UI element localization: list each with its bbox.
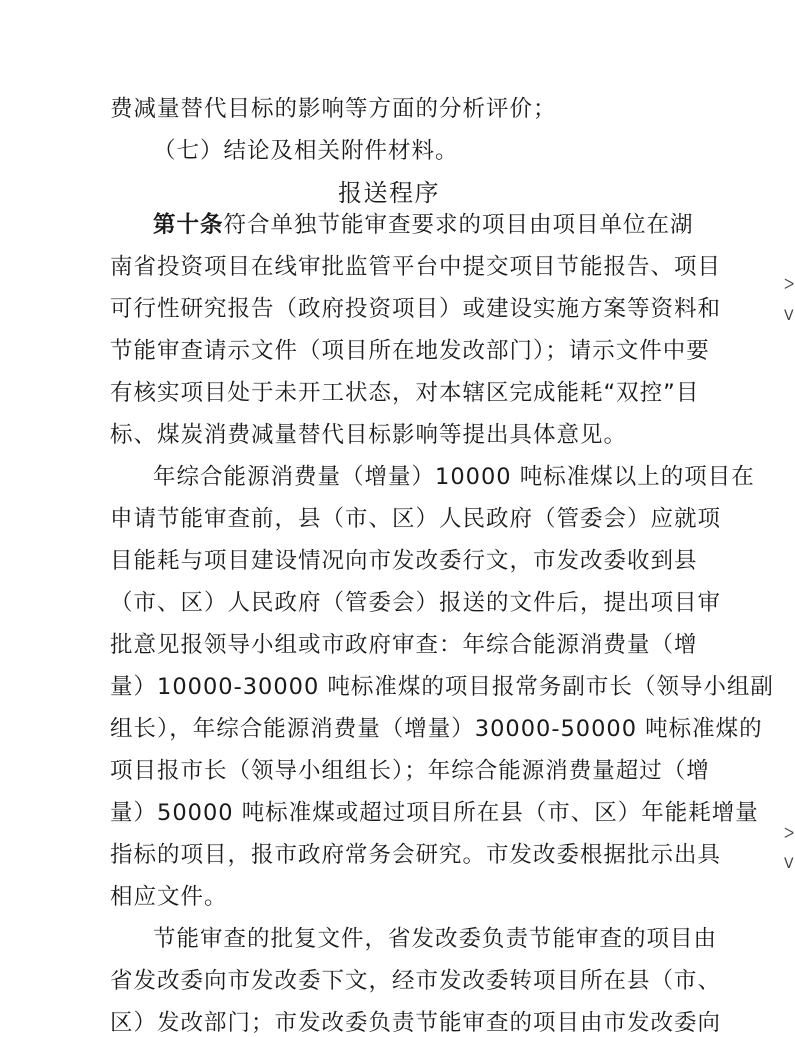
text-line-1: 费减量替代目标的影响等方面的分析评价； (110, 96, 557, 122)
text-line-18: 量）50000 吨标准煤或超过项目所在县（市、区）年能耗增量 (110, 800, 759, 826)
text-line-21: 节能审查的批复文件，省发改委负责节能审查的项目由 (153, 926, 718, 952)
margin-mark: ᐯ (784, 308, 794, 324)
article-text: 符合单独节能审查要求的项目由项目单位在湖 (223, 212, 694, 238)
text-line-13: （市、区）人民政府（管委会）报送的文件后，提出项目审 (110, 590, 722, 616)
text-line-23: 区）发改部门；市发改委负责节能审查的项目由市发改委向 (110, 1010, 722, 1036)
margin-mark: ᐯ (784, 856, 794, 872)
section-heading: 报送程序 (338, 179, 440, 207)
margin-mark: ᐳ (784, 277, 795, 293)
text-line-17: 项目报市长（领导小组组长）；年综合能源消费量超过（增 (110, 758, 710, 784)
article-number: 第十条 (153, 212, 224, 238)
text-line-16: 组长），年综合能源消费量（增量）30000-50000 吨标准煤的 (110, 716, 763, 742)
text-line-20: 相应文件。 (110, 884, 228, 910)
text-line-6: 可行性研究报告（政府投资项目）或建设实施方案等资料和 (110, 296, 722, 322)
text-line-12: 目能耗与项目建设情况向市发改委行文，市发改委收到县 (110, 548, 698, 574)
text-line-7: 节能审查请示文件（项目所在地发改部门）；请示文件中要 (110, 338, 710, 364)
text-line-14: 批意见报领导小组或市政府审查：年综合能源消费量（增 (110, 632, 698, 658)
article-paragraph-line-1 (153, 211, 694, 239)
text-line-8: 有核实项目处于未开工状态，对本辖区完成能耗“双控”目 (110, 380, 700, 406)
margin-mark: ᐳ (784, 826, 795, 842)
text-line-19: 指标的项目，报市政府常务会研究。市发改委根据批示出具 (110, 842, 722, 868)
text-line-9: 标、煤炭消费减量替代目标影响等提出具体意见。 (110, 422, 628, 448)
text-line-2: （七）结论及相关附件材料。 (153, 138, 459, 164)
text-line-10: 年综合能源消费量（增量）10000 吨标准煤以上的项目在 (153, 464, 755, 490)
text-line-15: 量）10000-30000 吨标准煤的项目报常务副市长（领导小组副 (110, 674, 774, 700)
text-line-22: 省发改委向市发改委下文，经市发改委转项目所在县（市、 (110, 968, 722, 994)
text-line-11: 申请节能审查前，县（市、区）人民政府（管委会）应就项 (110, 506, 722, 532)
text-line-5: 南省投资项目在线审批监管平台中提交项目节能报告、项目 (110, 254, 722, 280)
